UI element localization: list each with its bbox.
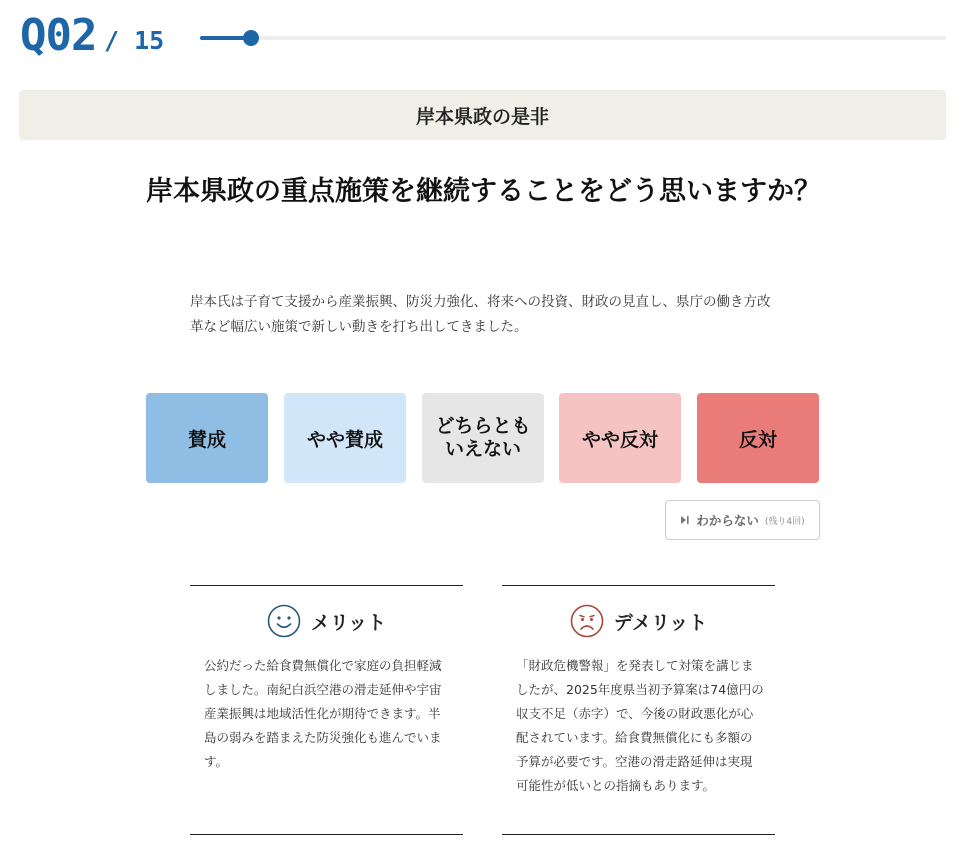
answer-choices xyxy=(146,393,820,483)
demerit-header xyxy=(502,603,775,639)
skip-label: わからない xyxy=(696,513,759,528)
question-header xyxy=(0,0,967,80)
progress-bar xyxy=(200,36,946,40)
skip-remaining-count: (残り4回) xyxy=(764,516,805,527)
skip-button[interactable] xyxy=(665,500,820,540)
merit-text: 公約だった給食費無償化で家庭の負担軽減しました。南紀白浜空港の滑走延伸や宇宙産業振興は地域活性化が期待できます。半島の弱みを踏まえた防災強化も進んでいます。 xyxy=(204,658,442,769)
frown-face-icon xyxy=(570,604,604,638)
choice-somewhat-disagree-button[interactable]: やや反対 xyxy=(559,393,681,483)
demerit-section xyxy=(502,585,775,835)
merit-section xyxy=(190,585,463,835)
merit-header xyxy=(190,603,463,639)
choice-agree-button[interactable]: 賛成 xyxy=(146,393,268,483)
choice-neutral-button[interactable] xyxy=(422,393,544,483)
choice-somewhat-agree-button[interactable]: やや賛成 xyxy=(284,393,406,483)
choice-disagree-button[interactable]: 反対 xyxy=(697,393,819,483)
question-description: 岸本氏は子育て支援から産業振興、防災力強化、将来への投資、財政の見直し、県庁の働き方改革など幅広い施策で新しい動きを打ち出してきました。 xyxy=(190,294,771,335)
question-total: / 15 xyxy=(104,26,165,55)
demerit-text: 「財政危機警報」を発表して対策を講じましたが、2025年度県当初予算案は74億円の収支不足（赤字）で、今後の財政悪化が心配されています。給食費無償化にも多額の予算が必要です。空港の滑走路延伸は実現可能性が低いとの指摘もあります。 xyxy=(516,658,764,793)
question-title: 岸本県政の重点施策を継続することをどう思いますか？ xyxy=(146,176,821,207)
skip-icon xyxy=(680,515,690,525)
smile-face-icon xyxy=(267,604,301,638)
progress-knob xyxy=(243,30,259,46)
category-title: 岸本県政の是非 xyxy=(19,90,946,140)
demerit-title: デメリット xyxy=(613,611,708,634)
choice-neutral-label: どちらとも いえない xyxy=(435,415,531,460)
merit-title: メリット xyxy=(310,611,387,634)
question-number: Q02 xyxy=(20,10,97,61)
